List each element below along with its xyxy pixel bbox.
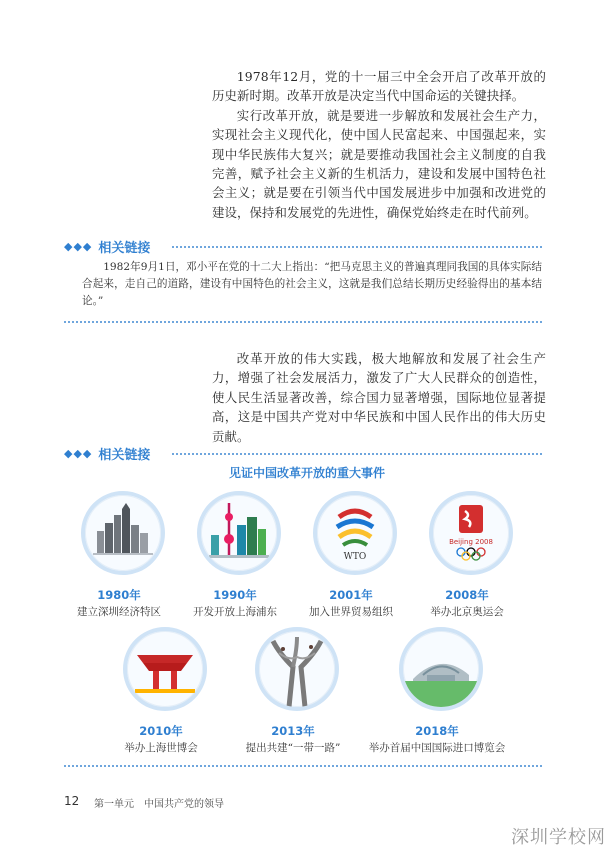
events-title: 见证中国改革开放的重大事件 <box>228 466 385 480</box>
page-number: 12 <box>64 794 80 808</box>
event-desc-2018: 举办首届中国国际进口博览会 <box>368 742 506 754</box>
wto-logo-text: WTO <box>343 552 367 562</box>
event-desc-1980: 建立深圳经济特区 <box>77 606 161 618</box>
event-desc-2001: 加入世界贸易组织 <box>309 606 393 618</box>
diamond-icon: ◆◆◆ <box>64 239 93 253</box>
wto-logo-icon <box>313 491 397 575</box>
dotted-divider <box>172 246 542 248</box>
year-1980: 1980年 <box>97 588 141 602</box>
dotted-divider <box>172 453 542 455</box>
dotted-divider <box>64 321 542 323</box>
year-2013: 2013年 <box>271 724 315 738</box>
pudong-tower-icon <box>197 491 281 575</box>
belt-road-icon <box>255 627 339 711</box>
unit-title: 第一单元 中国共产党的领导 <box>94 799 224 810</box>
related-link-header-1 <box>64 236 150 256</box>
diamond-icon: ◆◆◆ <box>64 446 93 460</box>
china-pavilion-icon <box>123 627 207 711</box>
site-watermark: 深圳学校网 <box>511 827 606 848</box>
beijing-2008-text: Beijing 2008 <box>449 538 493 546</box>
paragraph-achievement: 改革开放的伟大实践，极大地解放和发展了社会生产力，增强了社会发展活力，激发了广大人民群众的创造性，使人民生活显著改善，综合国力显著增强，国际地位显著提高，这是中国共产党对中华民族和中国人民作出的伟大历史贡献。 <box>212 351 546 444</box>
reform-achievement-text <box>212 349 546 446</box>
related-link-title-2: 相关链接 <box>98 447 151 463</box>
skyline-icon <box>81 491 165 575</box>
year-2001: 2001年 <box>329 588 373 602</box>
olympics-emblem-icon <box>429 491 513 575</box>
event-desc-1990: 开发开放上海浦东 <box>193 606 277 618</box>
deng-quote <box>82 259 542 310</box>
expo-center-icon <box>399 627 483 711</box>
paragraph-1978: 1978年12月，党的十一届三中全会开启了改革开放的历史新时期。改革开放是决定当代中国命运的关键抉择。 <box>212 69 546 104</box>
year-2010: 2010年 <box>139 724 183 738</box>
event-desc-2013: 提出共建“一带一路” <box>245 742 341 754</box>
dotted-divider <box>64 765 542 767</box>
event-desc-2010: 举办上海世博会 <box>124 742 198 754</box>
paragraph-reform-meaning: 实行改革开放，就是要进一步解放和发展社会生产力，实现社会主义现代化，使中国人民富起来、中国强起来，实现中华民族伟大复兴；就是要推动我国社会主义制度的自我完善，赋予社会主义新的生机活力，建设和发展中国特色社会主义；就是要在引领当代中国发展进步中加强和改进党的建设，保持和发展党的先进性，确保党始终走在时代前列。 <box>212 107 546 220</box>
year-1990: 1990年 <box>213 588 257 602</box>
year-2008: 2008年 <box>445 588 489 602</box>
related-link-title-1: 相关链接 <box>98 240 151 256</box>
deng-quote-text: 1982年9月1日，邓小平在党的十二大上指出：“把马克思主义的普遍真理同我国的具体实际结合起来，走自己的道路，建设有中国特色的社会主义，这就是我们总结长期历史经验得出的基本结论。” <box>82 261 542 307</box>
event-desc-2008: 举办北京奥运会 <box>430 606 504 618</box>
intro-text <box>212 67 546 222</box>
year-2018: 2018年 <box>415 724 459 738</box>
related-link-header-2 <box>64 443 150 463</box>
